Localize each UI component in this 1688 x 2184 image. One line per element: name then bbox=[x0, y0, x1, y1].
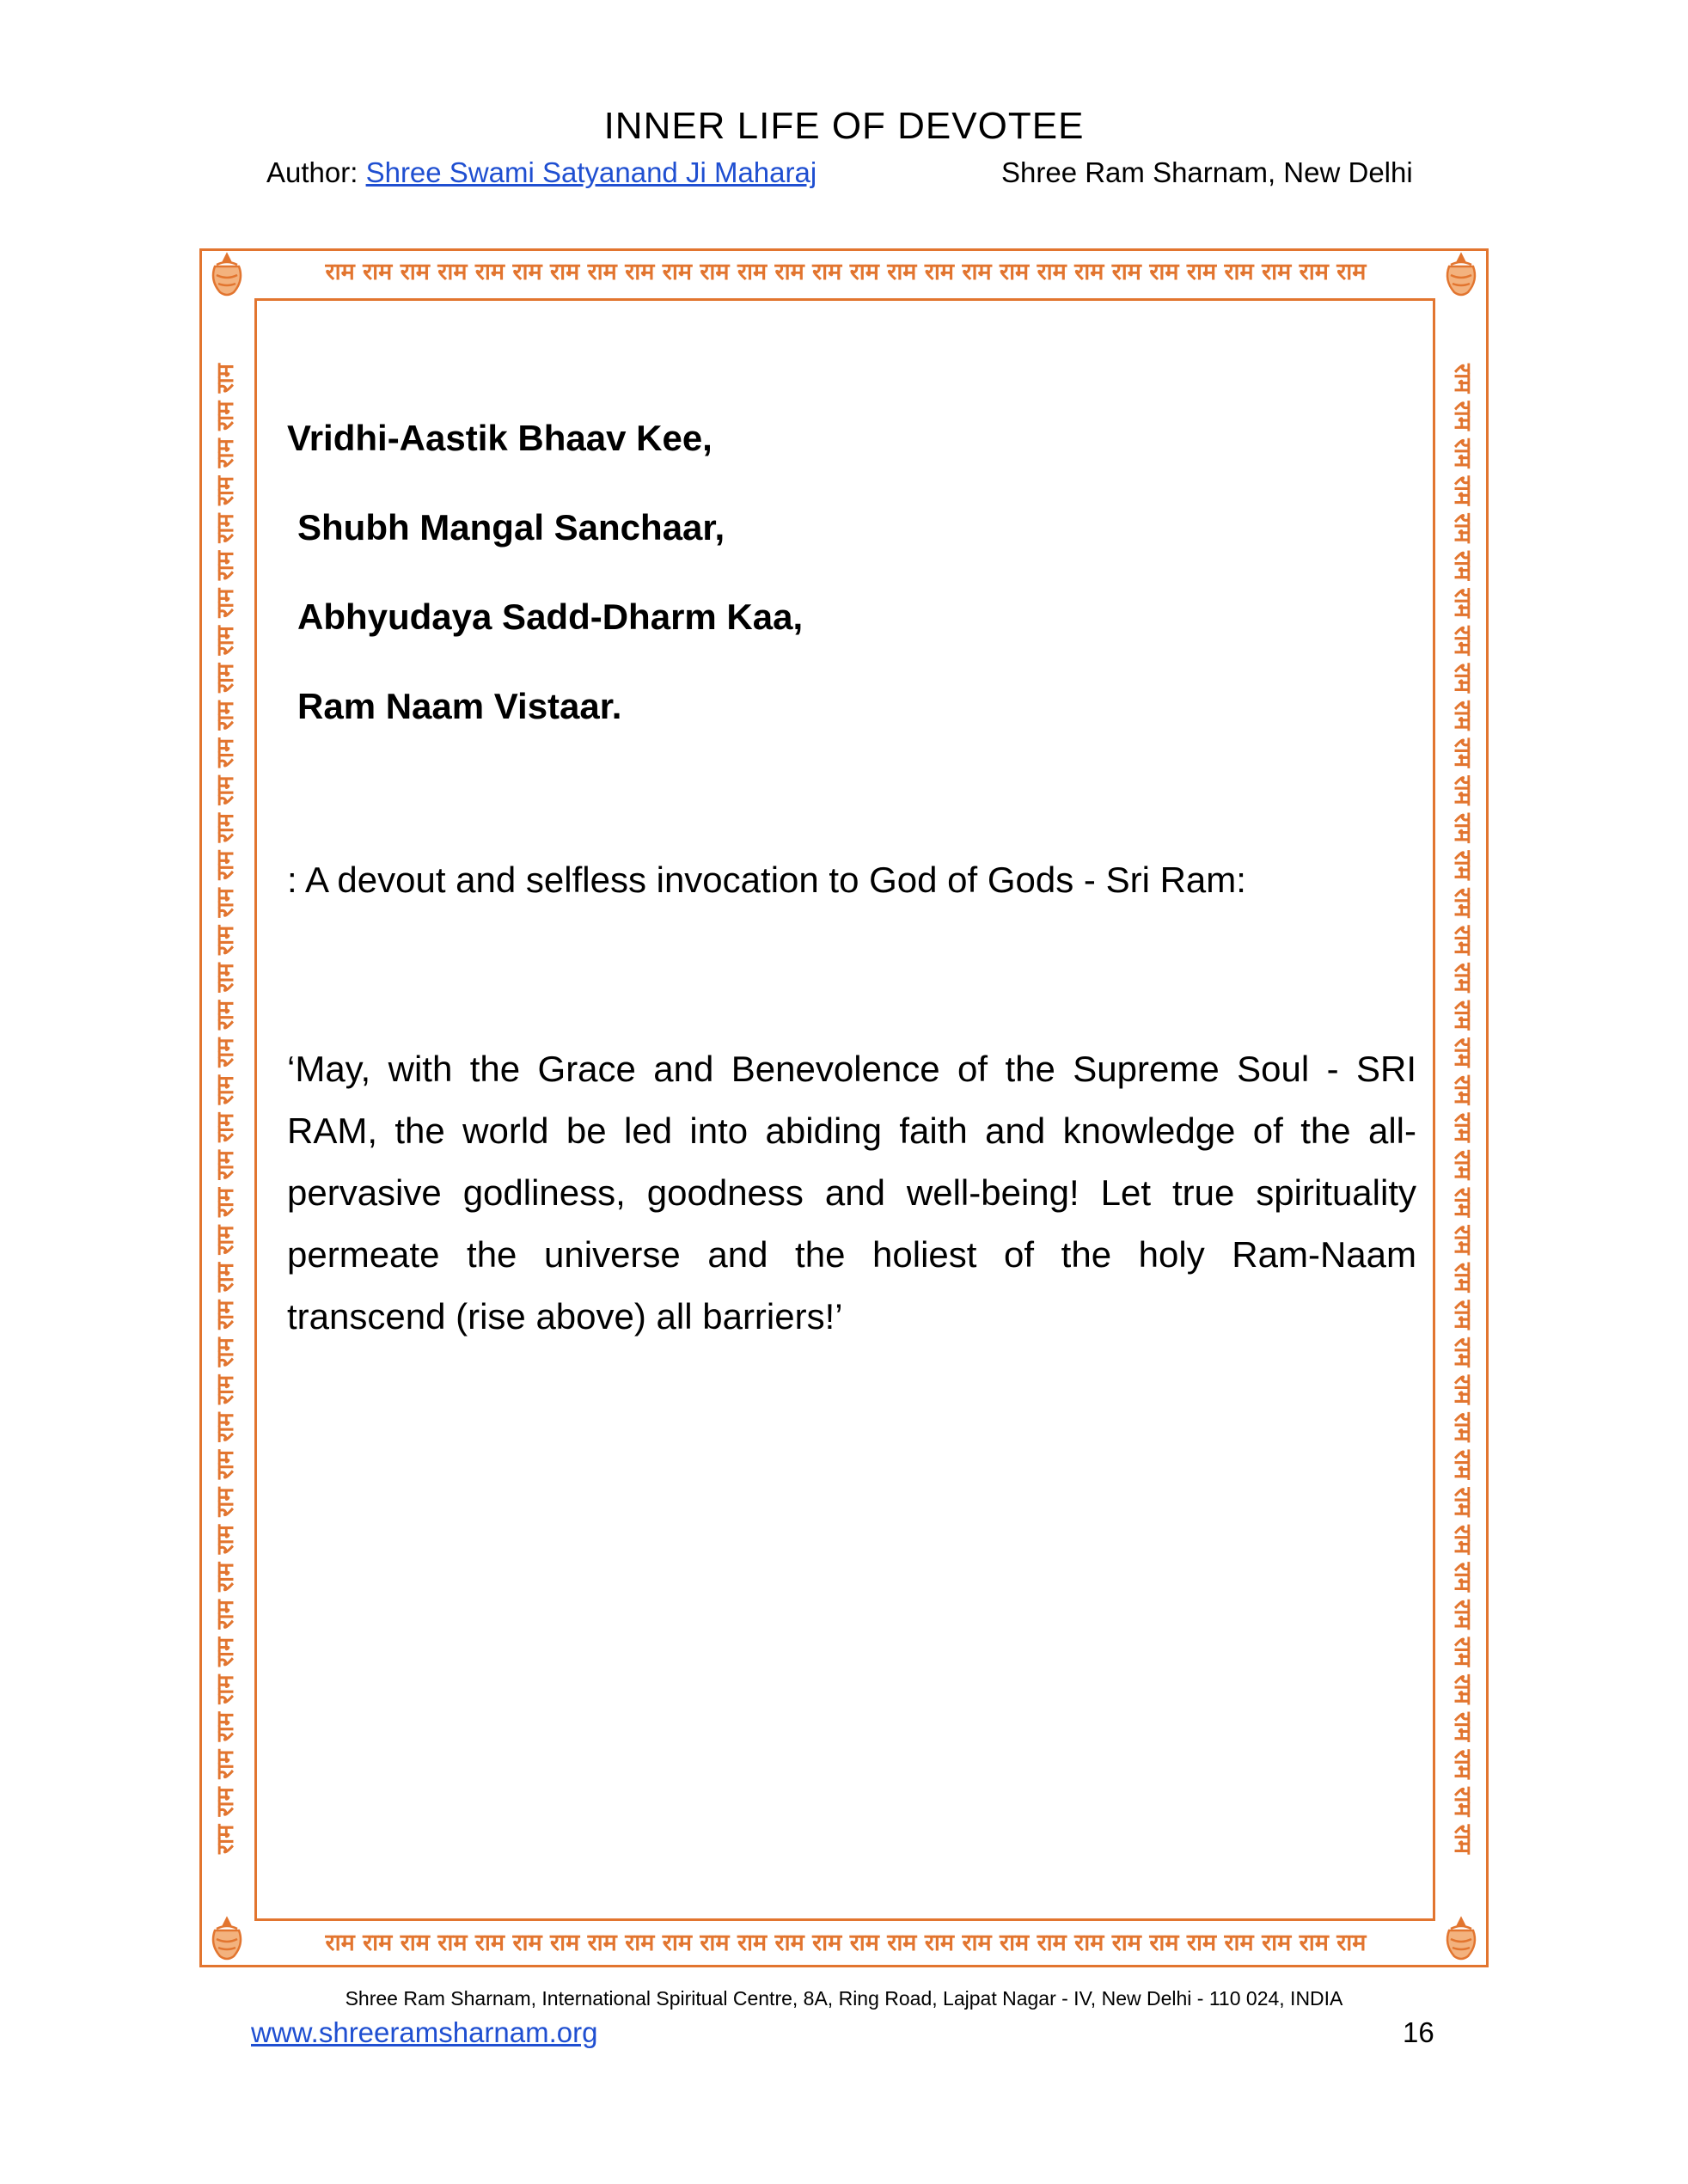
author-label: Author: bbox=[266, 156, 366, 188]
footer-address: Shree Ram Sharnam, International Spiritual Centre, 8A, Ring Road, Lajpat Nagar - IV, New Delhi - 110 024, INDIA bbox=[345, 1987, 1343, 2010]
author-link[interactable]: Shree Swami Satyanand Ji Maharaj bbox=[365, 156, 817, 188]
kalash-pot-icon bbox=[205, 251, 249, 299]
page-number: 16 bbox=[1403, 2016, 1434, 2048]
ram-border-top: राम राम राम राम राम राम राम राम राम राम राम राम राम राम राम राम राम राम राम राम राम राम राम राम राम राम राम राम bbox=[325, 259, 1367, 285]
prayer-paragraph: ‘May, with the Grace and Benevolence of the Supreme Soul - SRI RAM, the world be led into abiding faith and knowledge of the all-pervasive godliness, goodness and well-being! Let true spirituality permeate the universe and the holiest of the holy Ram-Naam transcend (rise above) all barriers!’ bbox=[287, 1049, 1416, 1337]
verse-line-1: Vridhi-Aastik Bhaav Kee, bbox=[287, 418, 713, 458]
ram-border-left: राम राम राम राम राम राम राम राम राम राम राम राम राम राम राम राम राम राम राम राम राम राम राम राम राम राम राम राम राम राम राम राम राम राम राम राम राम राम राम राम bbox=[212, 364, 239, 1854]
document-title: INNER LIFE OF DEVOTEE bbox=[603, 105, 1085, 147]
verse-line-2: Shubh Mangal Sanchaar, bbox=[297, 507, 725, 548]
ram-border-bottom: राम राम राम राम राम राम राम राम राम राम राम राम राम राम राम राम राम राम राम राम राम राम राम राम राम राम राम राम bbox=[325, 1930, 1367, 1956]
kalash-pot-icon bbox=[1439, 251, 1483, 299]
website-link[interactable]: www.shreeramsharnam.org bbox=[251, 2016, 598, 2048]
verse-line-4: Ram Naam Vistaar. bbox=[297, 686, 622, 726]
organization-name: Shree Ram Sharnam, New Delhi bbox=[1001, 156, 1413, 188]
kalash-pot-icon bbox=[1439, 1915, 1483, 1963]
verse-line-3: Abhyudaya Sadd-Dharm Kaa, bbox=[297, 596, 804, 637]
ram-border-right: राम राम राम राम राम राम राम राम राम राम राम राम राम राम राम राम राम राम राम राम राम राम राम राम राम राम राम राम राम राम राम राम राम राम राम राम राम राम राम राम bbox=[1449, 364, 1476, 1854]
invocation-heading: : A devout and selfless invocation to God of Gods - Sri Ram: bbox=[287, 860, 1246, 900]
kalash-pot-icon bbox=[205, 1915, 249, 1963]
author-line bbox=[266, 156, 816, 189]
